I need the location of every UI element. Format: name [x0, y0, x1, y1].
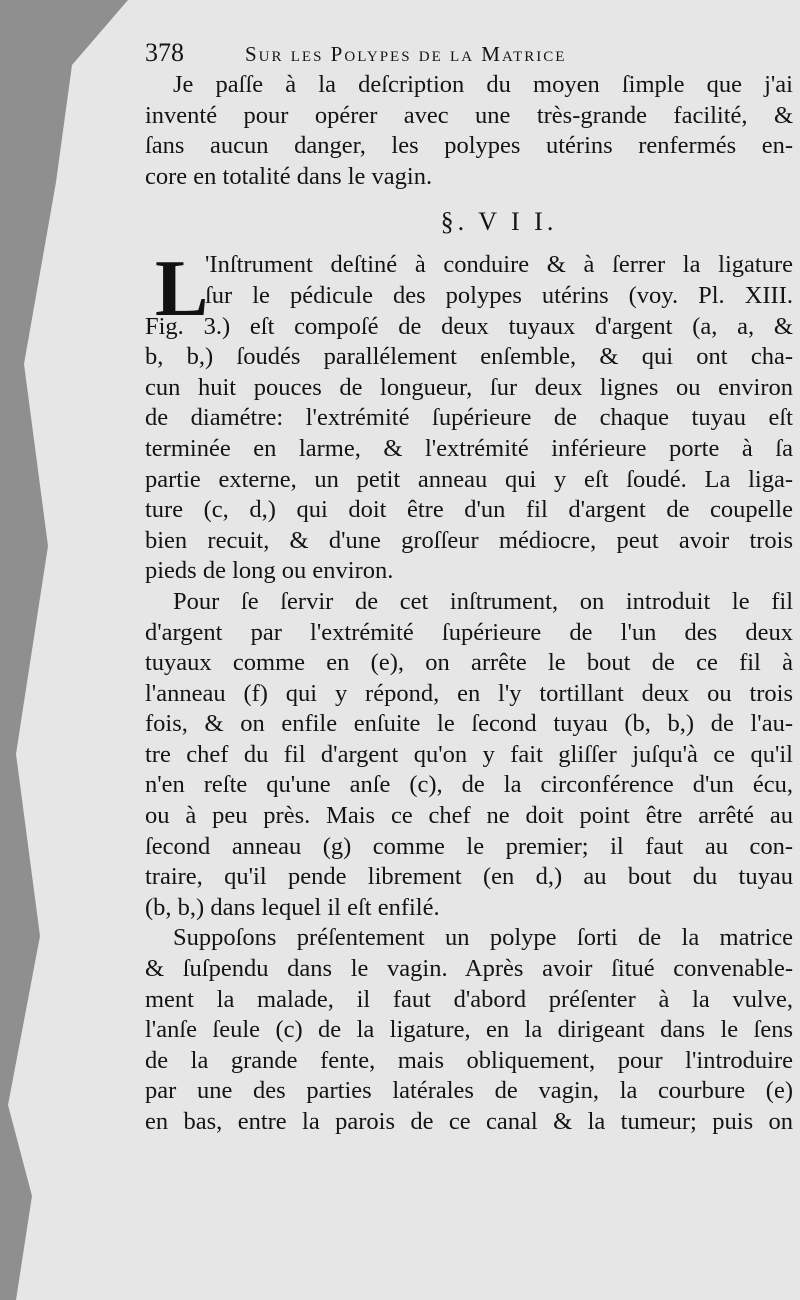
running-title: Sur les Polypes de la Matrice — [245, 42, 567, 66]
text-line: & ſuſpendu dans le vagin. Après avoir ſitué convenable- — [145, 955, 793, 983]
text-line: ſecond anneau (g) comme le premier; il faut au con- — [145, 832, 793, 860]
text-line: cun huit pouces de longueur, ſur deux lignes ou environ — [145, 373, 793, 401]
text-line: de diamétre: l'extrémité ſupérieure de chaque tuyau eſt — [145, 404, 793, 432]
text-line: fois, & on enfile enſuite le ſecond tuyau (b, b,) de l'au- — [145, 710, 793, 738]
text-line: l'anſe ſeule (c) de la ligature, en la dirigeant dans le ſens — [145, 1016, 793, 1044]
page-header — [145, 38, 793, 70]
text-line: partie externe, un petit anneau qui y eſt ſoudé. La liga- — [145, 465, 793, 493]
paragraph-3 — [145, 923, 793, 1137]
intro-paragraph — [145, 70, 793, 192]
text-line: (b, b,) dans lequel il eſt enfilé. — [145, 893, 440, 921]
text-line: ture (c, d,) qui doit être d'un fil d'argent de coupelle — [145, 496, 793, 524]
paragraph-1 — [145, 245, 793, 587]
text-line: Fig. 3.) eſt compoſé de deux tuyaux d'argent (a, a, & — [145, 312, 793, 340]
text-line: Je paſſe à la deſcription du moyen ſimple que j'ai — [173, 71, 793, 98]
text-line: b, b,) ſoudés parallélement enſemble, & qui ont cha- — [145, 343, 793, 371]
text-line: de la grande fente, mais obliquement, pour l'introduire — [145, 1046, 793, 1074]
text-line: ſans aucun danger, les polypes utérins renfermés en- — [145, 132, 793, 160]
text-line: par une des parties latérales de vagin, la courbure (e) — [145, 1077, 793, 1105]
text-line: ou à peu près. Mais ce chef ne doit point être arrêté au — [145, 802, 793, 830]
text-line: core en totalité dans le vagin. — [145, 162, 433, 190]
text-line: inventé pour opérer avec une très-grande facilité, & — [145, 101, 793, 129]
text-line: l'anneau (f) qui y répond, en l'y tortillant deux ou trois — [145, 679, 793, 707]
text-line: Suppoſons préſentement un polype ſorti de la matrice — [173, 924, 793, 952]
text-line: Pour ſe ſervir de cet inſtrument, on introduit le fil — [173, 587, 793, 615]
text-line: pieds de long ou environ. — [145, 557, 394, 585]
text-line: ſur le pédicule des polypes utérins (voy. Pl. XIII. — [205, 281, 793, 309]
section-heading: §. V I I. — [440, 207, 558, 237]
paragraph-2 — [145, 587, 793, 924]
text-line: tre chef du fil d'argent qu'on y fait gliſſer juſqu'à ce qu'il — [145, 740, 793, 768]
text-line: tuyaux comme en (e), on arrête le bout de ce fil à — [145, 649, 793, 677]
text-line: en bas, entre la parois de ce canal & la tumeur; puis on — [145, 1108, 793, 1135]
text-line: d'argent par l'extrémité ſupérieure de l'un des deux — [145, 618, 793, 646]
text-line: terminée en larme, & l'extrémité inférieure porte à ſa — [145, 434, 793, 462]
text-line: n'en reſte qu'une anſe (c), de la circonférence d'un écu, — [145, 771, 793, 799]
text-line: ment la malade, il faut d'abord préſenter à la vulve, — [145, 985, 793, 1013]
text-line: traire, qu'il pende librement (en d,) au bout du tuyau — [145, 863, 793, 891]
text-line: bien recuit, & d'une groſſeur médiocre, peut avoir trois — [145, 526, 793, 554]
drop-cap: L — [155, 245, 209, 334]
page-number: 378 — [145, 38, 184, 67]
page-text — [145, 38, 793, 1138]
text-line: 'Inſtrument deſtiné à conduire & à ſerrer la ligature — [205, 251, 793, 279]
